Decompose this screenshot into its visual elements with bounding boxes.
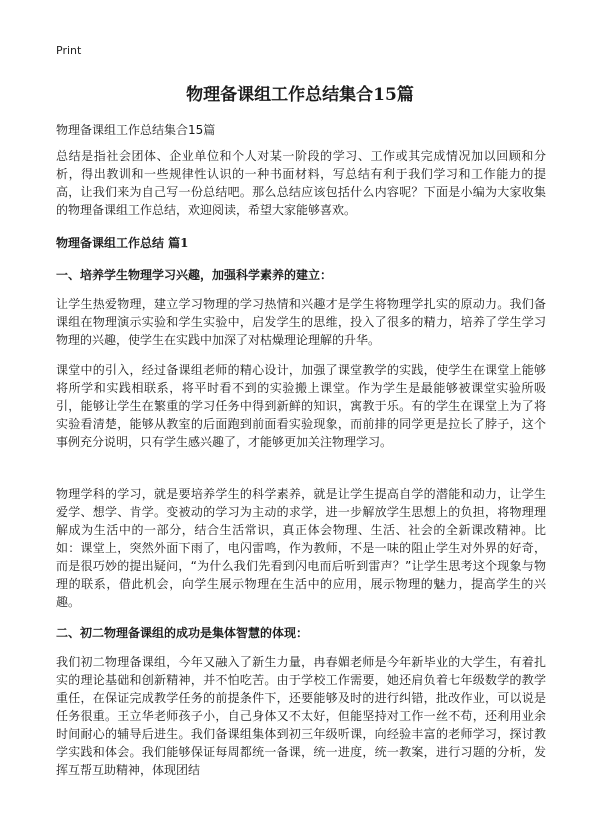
page-title: 物理备课组工作总结集合15篇 — [186, 85, 414, 105]
section-title: 物理备课组工作总结 篇1 — [56, 236, 189, 250]
paragraph-2: 课堂中的引入，经过备课组老师的精心设计，加强了课堂教学的实践，使学生在课堂上能够将所学和实践相联系，将平时看不到的实验搬上课堂。作为学生是最能够被课堂实验所吸引，能够让学生在繁重的学习任务中得到新鲜的知识，寓教于乐。有的学生在课堂上为了将实验看清楚，能够从教室的后面跑到前面看实验现象，而前排的同学更是拉长了脖子，这个事例充分说明，只有学生感兴趣了，才能够更加关注物理学习。 — [56, 363, 546, 449]
intro-paragraph: 总结是指社会团体、企业单位和个人对某一阶段的学习、工作或其完成情况加以回顾和分析，得出教训和一些规律性认识的一种书面材料，写总结有利于我们学习和工作能力的提高，让我们来为自己写一份总结吧。那么总结应该包括什么内容呢？下面是小编为大家收集的物理备课组工作总结，欢迎阅读，希望大家能够喜欢。 — [56, 149, 546, 217]
print-link[interactable]: Print — [56, 44, 82, 57]
paragraph-4: 我们初二物理备课组，今年又融入了新生力量，冉春媚老师是今年新毕业的大学生，有着扎实的理论基础和创新精神，并不怕吃苦。由于学校工作需要，她还肩负着七年级数学的教学重任，在保证完成教学任务的前提条件下，还要能够及时的进行纠错，批改作业，可以说是任务很重。王立华老师孩子小，自己身体又不太好，但能坚持对工作一丝不苟，还利用业余时间耐心的辅导后进生。我们备课组集体到初三年级听课，向经验丰富的老师学习，探讨教学实践和体会。我们能够保证每周都统一备课，统一进度，统一教案，进行习题的分析，发挥互帮互助精神，体现团结 — [56, 655, 546, 777]
heading-2: 二、初二物理备课组的成功是集体智慧的体现： — [56, 626, 309, 640]
paragraph-3: 物理学科的学习，就是要培养学生的科学素养，就是让学生提高自学的潜能和动力，让学生爱学、想学、肯学。变被动的学习为主动的求学，进一步解放学生思想上的负担，将物理理解成为生活中的一部分，结合生活常识，真正体会物理、生活、社会的全新课改精神。比如：课堂上，突然外面下雨了，电闪雷鸣，作为教师，不是一味的阻止学生对外界的好奇，而是很巧妙的提出疑问，“为什么我们先看到闪电而后听到雷声？”让学生思考这个现象与物理的联系，借此机会，向学生展示物理在生活中的应用，展示物理的魅力，提高学生的兴趣。 — [56, 487, 546, 609]
subtitle: 物理备课组工作总结集合15篇 — [56, 123, 216, 137]
paragraph-1: 让学生热爱物理，建立学习物理的学习热情和兴趣才是学生将物理学扎实的原动力。我们备课组在物理演示实验和学生实验中，启发学生的思维，投入了很多的精力，培养了学生学习物理的兴趣，使学生在实践中加深了对枯燥理论理解的升华。 — [56, 297, 546, 347]
heading-1: 一、培养学生物理学习兴趣，加强科学素养的建立： — [56, 268, 333, 282]
